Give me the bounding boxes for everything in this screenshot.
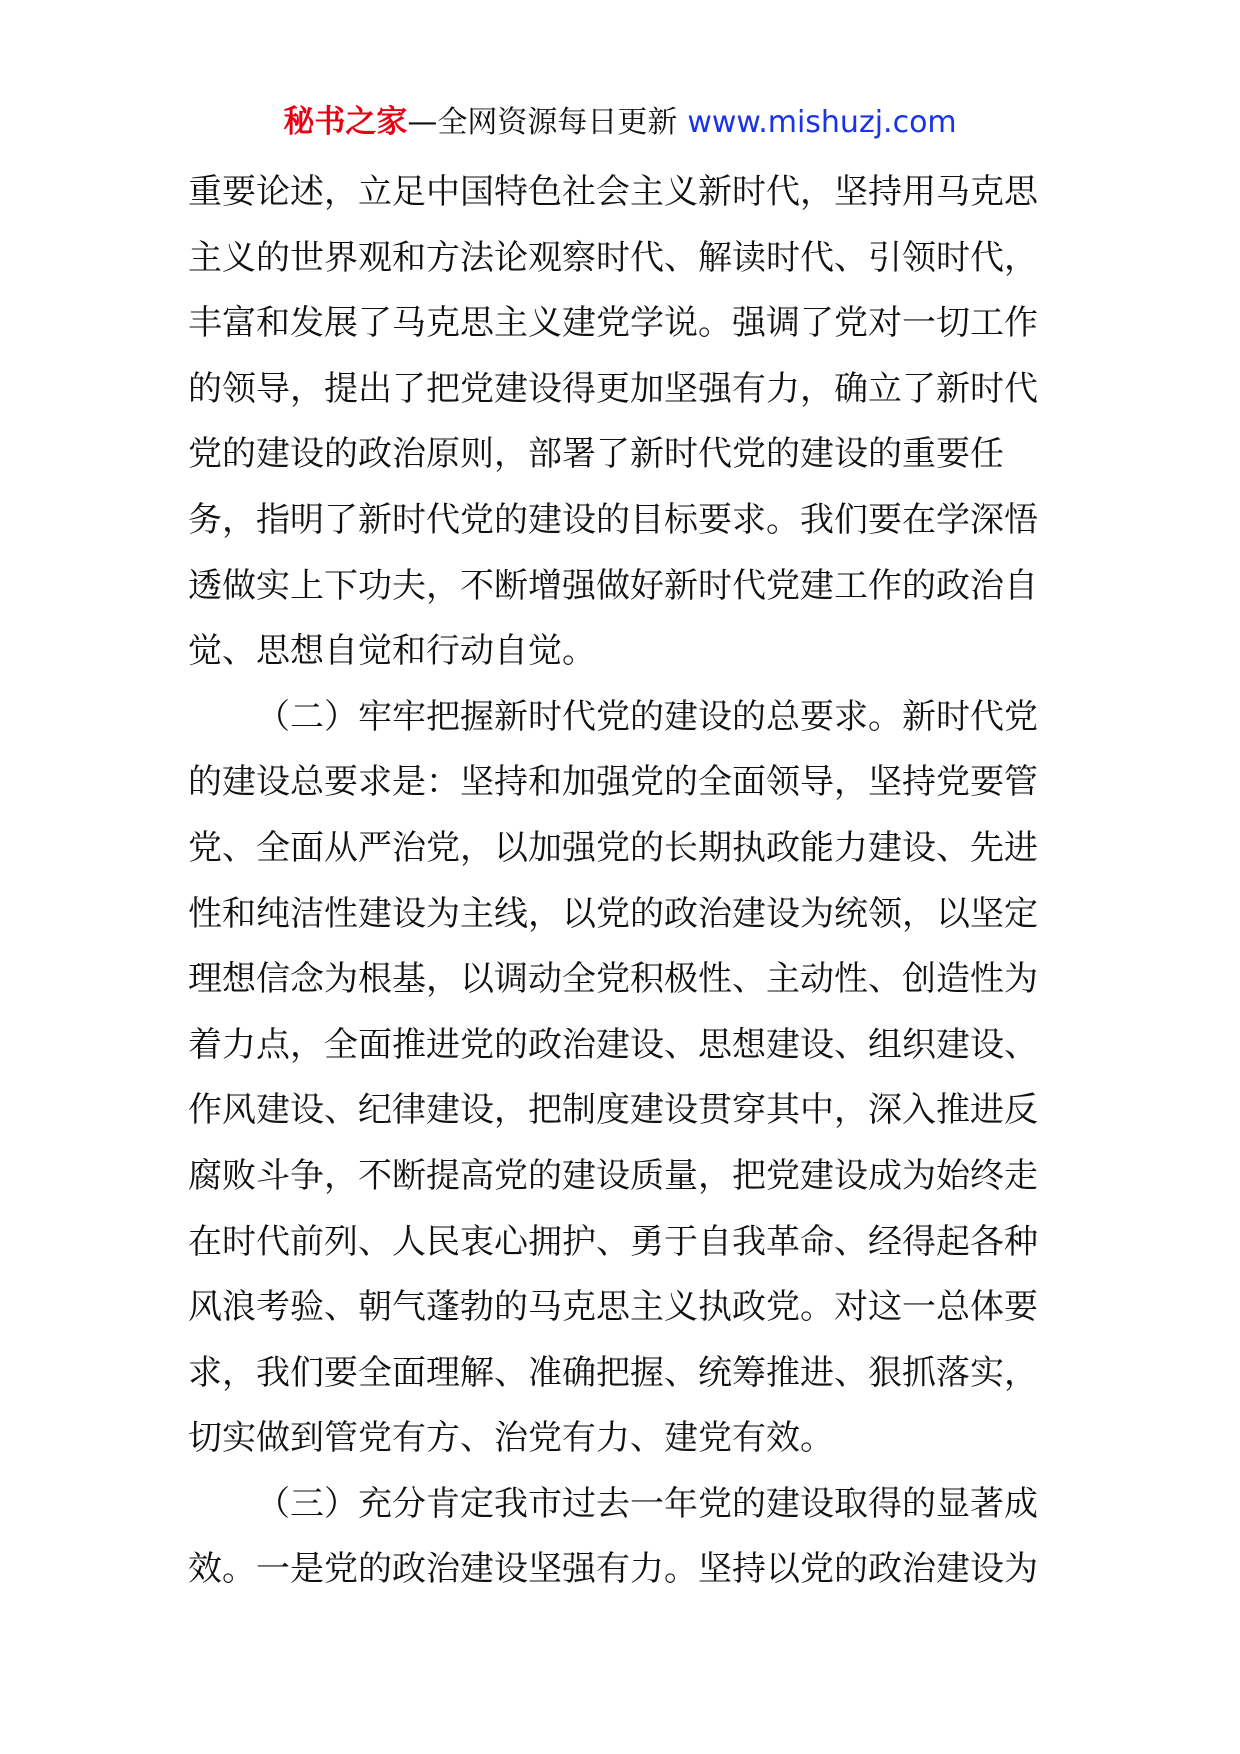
text-line: 腐败斗争，不断提高党的建设质量，把党建设成为始终走 [188,1155,1038,1196]
text-line: 效。一是党的政治建设坚强有力。坚持以党的政治建设为 [188,1549,1038,1590]
text-line: 觉、思想自觉和行动自觉。 [188,631,596,672]
text-line: 的建设总要求是：坚持和加强党的全面领导，坚持党要管 [188,762,1038,803]
text-line: 党、全面从严治党，以加强党的长期执政能力建设、先进 [188,827,1038,868]
site-slogan: —全网资源每日更新 [407,105,678,140]
text-line: 主义的世界观和方法论观察时代、解读时代、引领时代， [188,237,1038,278]
section-heading-line: （二）牢牢把握新时代党的建设的总要求。新时代党 [256,696,1038,737]
text-line: 切实做到管党有方、治党有力、建党有效。 [188,1418,834,1459]
text-line: 的领导，提出了把党建设得更加坚强有力，确立了新时代 [188,368,1038,409]
text-line: 务，指明了新时代党的建设的目标要求。我们要在学深悟 [188,499,1038,540]
site-url-link[interactable]: www.mishuzj.com [687,105,957,140]
text-line: 丰富和发展了马克思主义建党学说。强调了党对一切工作 [188,303,1038,344]
text-line: 性和纯洁性建设为主线，以党的政治建设为统领，以坚定 [188,893,1038,934]
document-body [188,160,1058,1603]
text-line: 着力点，全面推进党的政治建设、思想建设、组织建设、 [188,1024,1038,1065]
text-line: 风浪考验、朝气蓬勃的马克思主义执政党。对这一总体要 [188,1287,1038,1328]
section-heading-line: （三）充分肯定我市过去一年党的建设取得的显著成 [256,1483,1038,1524]
text-line: 重要论述，立足中国特色社会主义新时代，坚持用马克思 [188,172,1038,212]
text-line: 求，我们要全面理解、准确把握、统筹推进、狠抓落实， [188,1352,1038,1393]
text-line: 党的建设的政治原则，部署了新时代党的建设的重要任 [188,434,1004,475]
text-line: 作风建设、纪律建设，把制度建设贯穿其中，深入推进反 [188,1090,1038,1131]
text-line: 理想信念为根基，以调动全党积极性、主动性、创造性为 [188,959,1038,1000]
site-brand: 秘书之家 [283,104,408,140]
text-line: 在时代前列、人民衷心拥护、勇于自我革命、经得起各种 [188,1221,1038,1262]
page-header [0,100,1240,145]
text-line: 透做实上下功夫，不断增强做好新时代党建工作的政治自 [188,565,1038,606]
